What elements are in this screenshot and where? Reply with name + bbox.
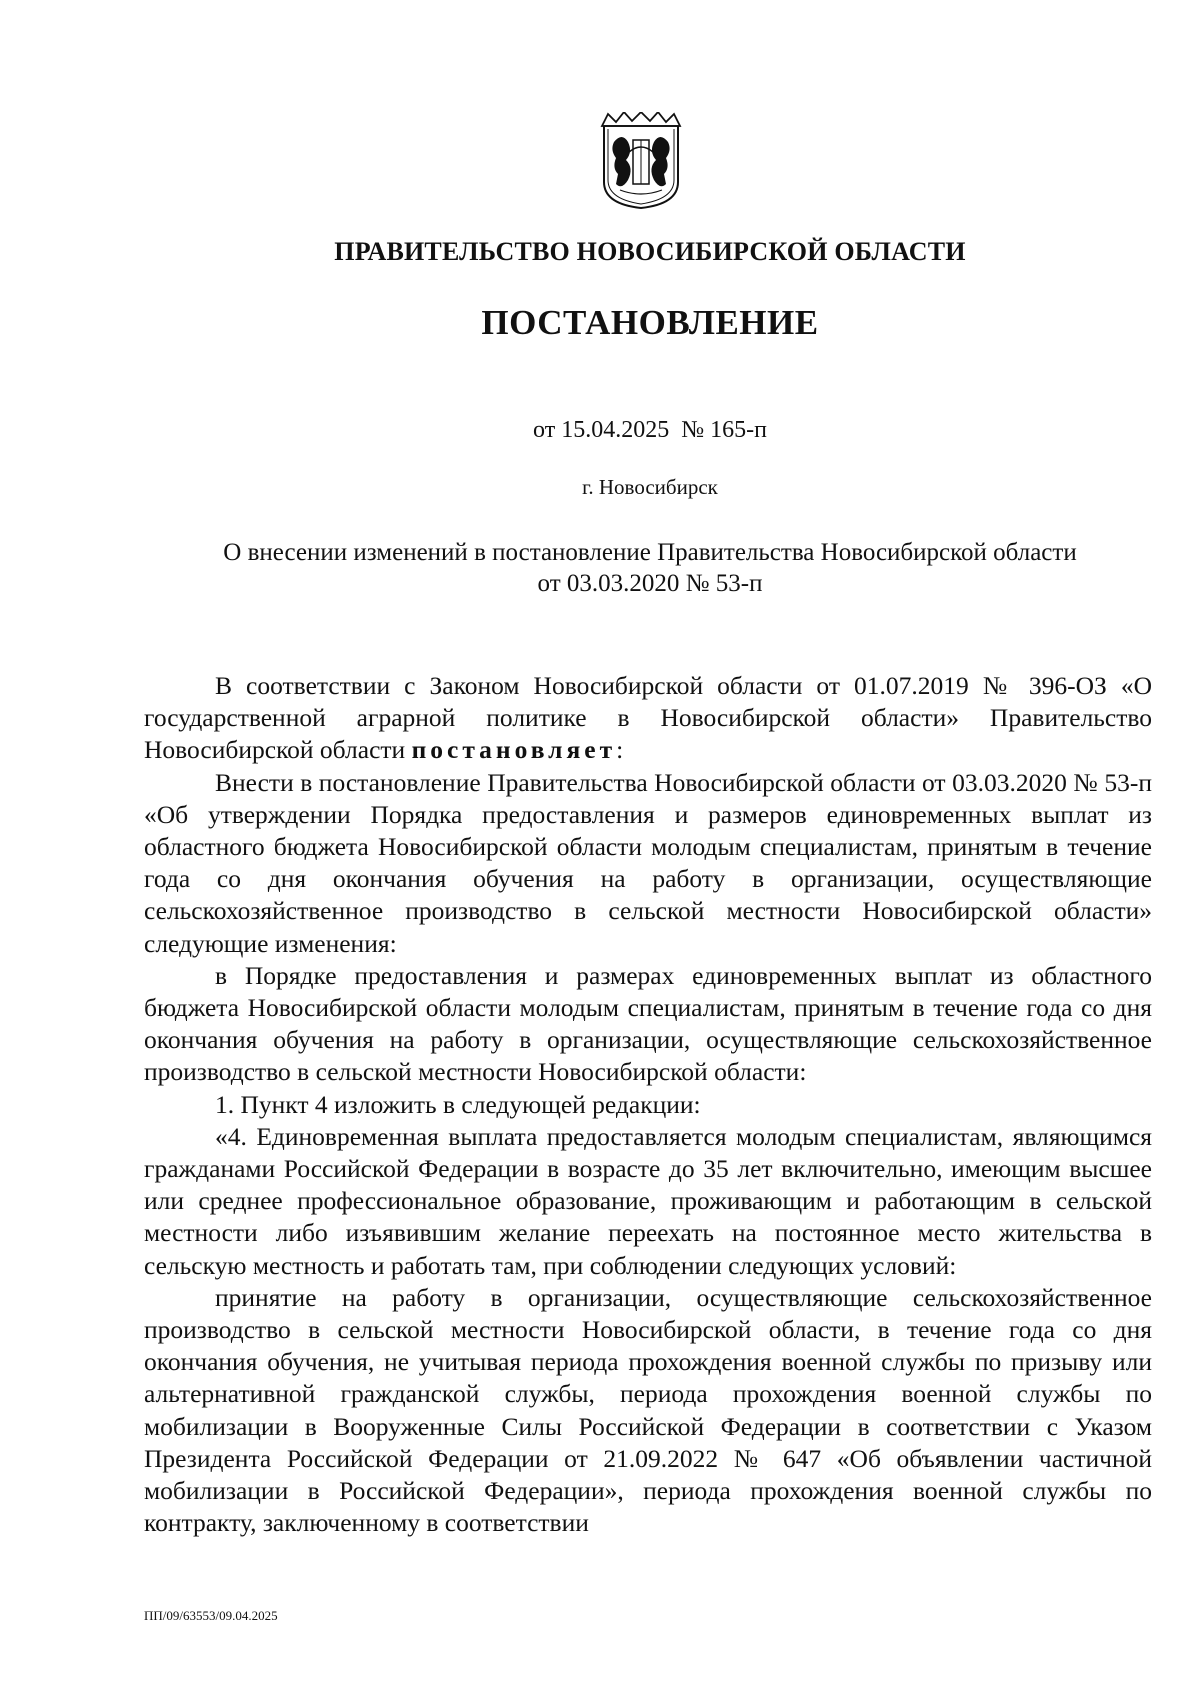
document-code: ПП/09/63553/09.04.2025: [144, 1608, 278, 1623]
date-number-line: [0, 417, 1200, 444]
paragraph-item-1: 1. Пункт 4 изложить в следующей редакции:: [215, 1089, 701, 1119]
subject-line-1: О внесении изменений в постановление Правительства Новосибирской области: [223, 539, 1077, 566]
preamble-text: В соответствии с Законом Новосибирской области от 01.07.2019 № 396-ОЗ «О государственной аграрной политике в Новосибирской области» Правительство Новосибирской области: [144, 671, 1152, 765]
document-city: г. Новосибирск: [582, 475, 718, 499]
document-subject: [140, 537, 1160, 599]
subject-line-2: от 03.03.2020 № 53-п: [537, 570, 763, 597]
document-body: [144, 670, 1152, 1539]
paragraph-clause-4: «4. Единовременная выплата предоставляется молодым специалистам, являющимся гражданами Российской Федерации в возрасте до 35 лет включительно, имеющим высшее или среднее профессиональное образование, проживающим и работающим в сельской местности либо изъявившим желание переехать на постоянное место жительства в сельскую местность и работать там, при соблюдении следующих условий:: [144, 1121, 1152, 1280]
resolves-word: постановляет: [411, 735, 617, 765]
paragraph-procedure: в Порядке предоставления и размерах единовременных выплат из областного бюджета Новосибирской области молодым специалистам, принятым в течение года со дня окончания обучения на работу в организации, осуществляющие сельскохозяйственное производство в сельской местности Новосибирской области:: [144, 960, 1152, 1087]
coat-of-arms-icon: [600, 112, 682, 210]
paragraph-condition: принятие на работу в организации, осуществляющие сельскохозяйственное производство в сельской местности Новосибирской области, в течение года со дня окончания обучения, не учитывая периода прохождения военной службы по призыву или альтернативной гражданской службы, периода прохождения военной службы по мобилизации в Вооруженные Силы Российской Федерации в соответствии с Указом Президента Российской Федерации от 21.09.2022 № 647 «Об объявлении частичной мобилизации в Российской Федерации», периода прохождения военной службы по контракту, заключенному в соответствии: [144, 1282, 1152, 1538]
document-date: от 15.04.2025: [533, 417, 670, 443]
document-number: № 165-п: [681, 417, 767, 443]
issuing-authority: ПРАВИТЕЛЬСТВО НОВОСИБИРСКОЙ ОБЛАСТИ: [334, 237, 966, 266]
paragraph-preamble: [144, 670, 1152, 767]
preamble-colon: :: [616, 735, 624, 765]
document-type: ПОСТАНОВЛЕНИЕ: [481, 303, 819, 342]
paragraph-amendment: Внести в постановление Правительства Новосибирской области от 03.03.2020 № 53-п «Об утверждении Порядка предоставления и размеров единовременных выплат из областного бюджета Новосибирской области молодым специалистам, принятым в течение года со дня окончания обучения на работу в организации, осуществляющие сельскохозяйственное производство в сельской местности Новосибирской области» следующие изменения:: [144, 767, 1152, 958]
